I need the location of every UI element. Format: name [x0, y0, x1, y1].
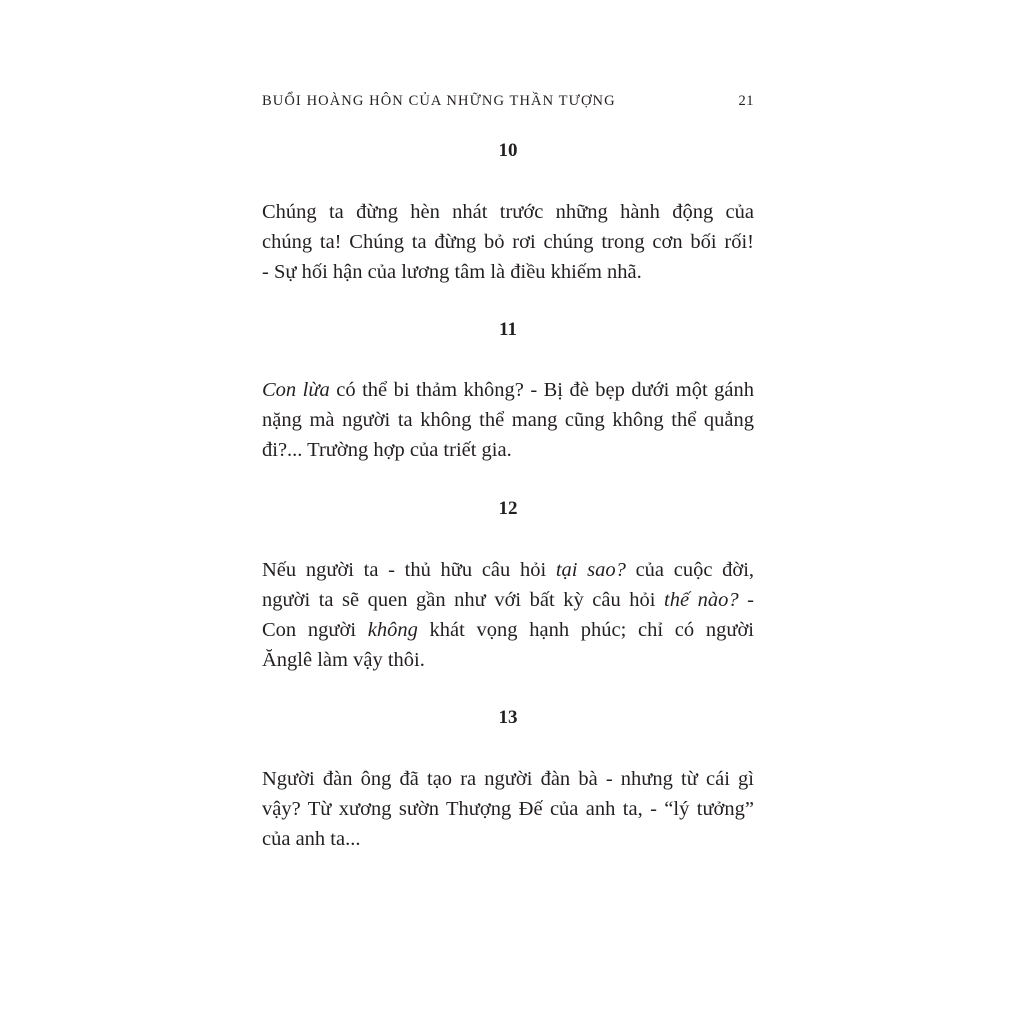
- text-segment: Nếu người ta - thủ hữu câu hỏi: [262, 559, 556, 581]
- text-line: [262, 257, 754, 287]
- text-segment: thế nào?: [664, 589, 739, 611]
- text-line: [262, 764, 754, 794]
- text-segment: Con người: [262, 619, 368, 641]
- section-paragraph: [262, 375, 754, 465]
- text-segment: chúng ta! Chúng ta đừng bỏ rơi chúng trong cơn bối rối!: [262, 231, 754, 253]
- text-line: [262, 375, 754, 405]
- section-number: 10: [498, 140, 518, 161]
- text-segment: tại sao?: [555, 559, 626, 581]
- section-number: 13: [498, 707, 518, 728]
- text-segment: đi?... Trường hợp của triết gia.: [262, 439, 512, 461]
- text-segment: người ta sẽ quen gần như với bất kỳ câu hỏi: [262, 589, 665, 611]
- section-paragraph: [262, 555, 754, 675]
- text-segment: -: [738, 589, 754, 611]
- text-segment: Con lừa: [262, 379, 330, 401]
- text-line: [262, 435, 754, 465]
- text-segment: vậy? Từ xương sườn Thượng Đế của anh ta, - “lý tưởng”: [262, 798, 754, 820]
- text-line: [262, 615, 754, 645]
- text-line: [262, 555, 754, 585]
- section-paragraph: [262, 764, 754, 854]
- page-number: 21: [738, 93, 754, 109]
- text-line: [262, 585, 754, 615]
- book-page: [262, 0, 754, 1024]
- running-header: [262, 93, 754, 113]
- text-segment: Người đàn ông đã tạo ra người đàn bà - nhưng từ cái gì: [262, 768, 754, 790]
- text-segment: không: [367, 619, 418, 641]
- text-line: [262, 227, 754, 257]
- text-line: [262, 645, 754, 675]
- text-segment: khát vọng hạnh phúc; chỉ có người: [417, 619, 754, 641]
- text-line: [262, 824, 754, 854]
- text-segment: nặng mà người ta không thể mang cũng không thể quẳng: [262, 409, 754, 431]
- text-line: [262, 197, 754, 227]
- text-line: [262, 794, 754, 824]
- section-number: 12: [498, 498, 518, 519]
- text-segment: có thể bi thảm không? - Bị đè bẹp dưới một gánh: [329, 379, 754, 401]
- text-segment: - Sự hối hận của lương tâm là điều khiếm nhã.: [262, 261, 642, 283]
- section-number: 11: [499, 319, 517, 340]
- text-segment: Ănglê làm vậy thôi.: [262, 649, 425, 671]
- text-segment: của cuộc đời,: [625, 559, 755, 581]
- section-paragraph: [262, 197, 754, 287]
- text-segment: Chúng ta đừng hèn nhát trước những hành động của: [262, 201, 754, 223]
- text-segment: của anh ta...: [262, 828, 361, 850]
- book-title: BUỔI HOÀNG HÔN CỦA NHỮNG THẦN TƯỢNG: [262, 93, 616, 109]
- text-line: [262, 405, 754, 435]
